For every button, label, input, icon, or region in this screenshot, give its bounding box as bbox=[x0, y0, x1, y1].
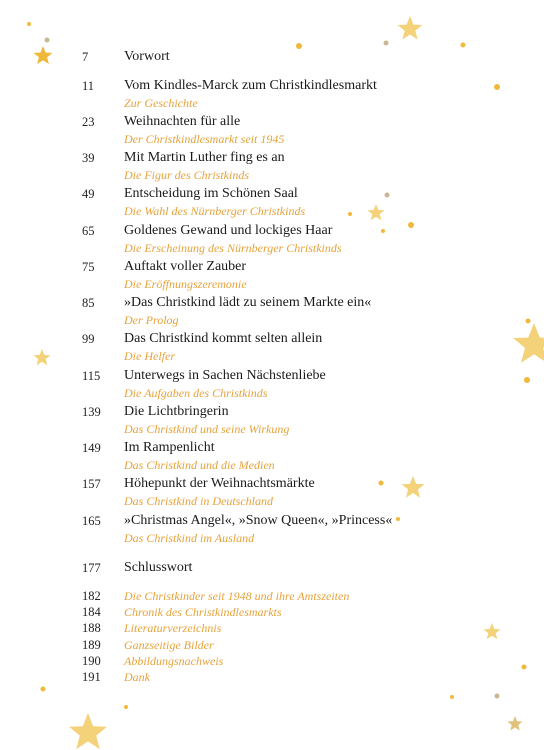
chapter-subtitle: Die Eröffnungszeremonie bbox=[124, 277, 247, 291]
chapter-subtitle: Zur Geschichte bbox=[124, 96, 198, 110]
appendix-entry[interactable] bbox=[0, 589, 544, 605]
page-number: 189 bbox=[82, 638, 101, 652]
appendix-entry[interactable] bbox=[0, 670, 544, 686]
page-number: 184 bbox=[82, 605, 101, 619]
page-number: 190 bbox=[82, 654, 101, 668]
page-number: 177 bbox=[82, 561, 101, 575]
chapter-title: »Das Christkind lädt zu seinem Markte ein« bbox=[124, 295, 372, 310]
page-number: 7 bbox=[82, 50, 89, 64]
chapter-subtitle: Das Christkind und die Medien bbox=[124, 458, 275, 472]
chapter-title: Auftakt voller Zauber bbox=[124, 259, 247, 274]
chapter-subtitle: Die Erscheinung des Nürnberger Christkinds bbox=[124, 241, 342, 255]
chapter-subtitle: Das Christkind im Ausland bbox=[124, 531, 255, 545]
chapter-title: »Christmas Angel«, »Snow Queen«, »Princess« bbox=[124, 513, 393, 528]
page-number: 49 bbox=[82, 187, 95, 201]
page-number: 11 bbox=[82, 79, 95, 93]
chapter-title: Die Lichtbringerin bbox=[124, 404, 229, 419]
page-number: 139 bbox=[82, 405, 101, 419]
page-number: 23 bbox=[82, 115, 95, 129]
page-number: 188 bbox=[82, 621, 101, 635]
chapter-title: Das Christkind kommt selten allein bbox=[124, 331, 323, 346]
page-number: 191 bbox=[82, 670, 101, 684]
chapter-subtitle: Das Christkind in Deutschland bbox=[124, 494, 273, 508]
chapter-title: Höhepunkt der Weihnachtsmärkte bbox=[124, 476, 315, 491]
appendix-title: Ganzseitige Bilder bbox=[124, 638, 214, 652]
page-number: 99 bbox=[82, 332, 95, 346]
chapter-title: Vom Kindles-Marck zum Christkindlesmarkt bbox=[124, 78, 377, 93]
page-number: 149 bbox=[82, 441, 101, 455]
appendix-entry[interactable] bbox=[0, 605, 544, 621]
chapter-subtitle: Die Figur des Christkinds bbox=[124, 168, 249, 182]
chapter-subtitle: Der Christkindlesmarkt seit 1945 bbox=[124, 132, 285, 146]
appendix-title: Abbildungsnachweis bbox=[124, 654, 224, 668]
page-number: 165 bbox=[82, 514, 101, 528]
chapter-title: Unterwegs in Sachen Nächstenliebe bbox=[124, 368, 326, 383]
page-number: 39 bbox=[82, 151, 95, 165]
chapter-title: Goldenes Gewand und lockiges Haar bbox=[124, 223, 333, 238]
chapter-subtitle: Der Prolog bbox=[124, 313, 179, 327]
page-number: 65 bbox=[82, 224, 95, 238]
page-number: 75 bbox=[82, 260, 95, 274]
chapter-subtitle: Die Wahl des Nürnberger Christkinds bbox=[124, 204, 306, 218]
appendix-title: Dank bbox=[124, 670, 150, 684]
chapter-subtitle: Das Christkind und seine Wirkung bbox=[124, 422, 290, 436]
appendix-title: Chronik des Christkindlesmarkts bbox=[124, 605, 282, 619]
chapter-title: Weihnachten für alle bbox=[124, 114, 241, 129]
page-number: 157 bbox=[82, 477, 101, 491]
appendix-title: Die Christkinder seit 1948 und ihre Amtszeiten bbox=[124, 589, 350, 603]
appendix-entry[interactable] bbox=[0, 654, 544, 670]
page-number: 115 bbox=[82, 369, 101, 383]
chapter-title: Mit Martin Luther fing es an bbox=[124, 150, 285, 165]
page-number: 182 bbox=[82, 589, 101, 603]
chapter-subtitle: Die Aufgaben des Christkinds bbox=[124, 386, 268, 400]
appendix-entry[interactable] bbox=[0, 638, 544, 654]
chapter-title: Entscheidung im Schönen Saal bbox=[124, 186, 298, 201]
appendix-title: Literaturverzeichnis bbox=[124, 621, 222, 635]
page-number: 85 bbox=[82, 296, 95, 310]
appendix-entry[interactable] bbox=[0, 621, 544, 637]
chapter-title: Vorwort bbox=[124, 49, 170, 64]
chapter-title: Im Rampenlicht bbox=[124, 440, 215, 455]
chapter-subtitle: Die Helfer bbox=[124, 349, 175, 363]
chapter-title: Schlusswort bbox=[124, 560, 193, 575]
